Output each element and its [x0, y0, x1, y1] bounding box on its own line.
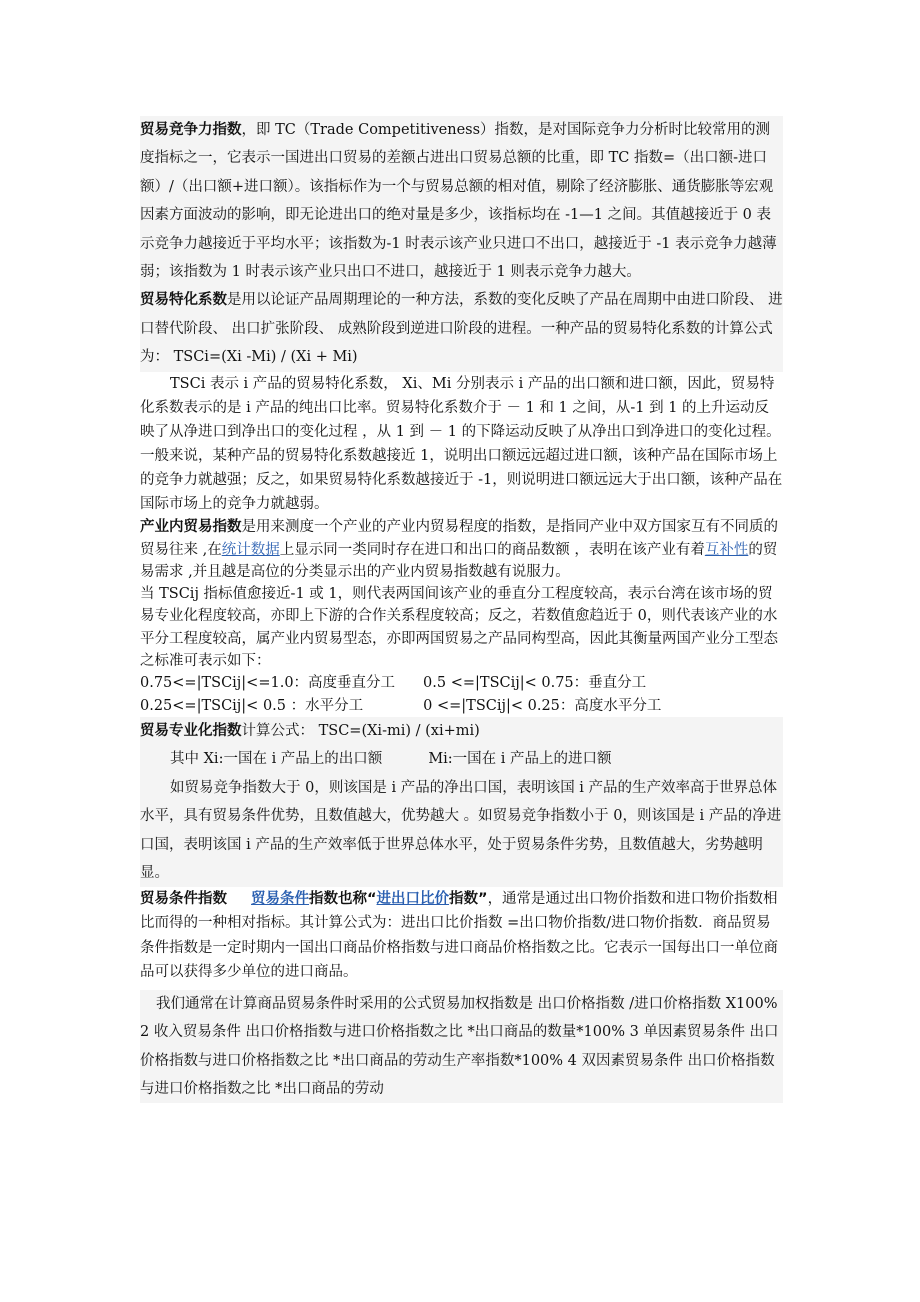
tot-paragraph [140, 887, 783, 983]
ts-formula-line [140, 717, 783, 745]
section-trade-specialization-coefficient [140, 286, 783, 371]
iit-range-3: 0.25<=|TSCij|< 0.5 ：水平分工 [140, 697, 364, 714]
iit-range-4: 0 <=|TSCij|< 0.25：高度水平分工 [423, 697, 662, 714]
tot-body: ，通常是通过出口物价指数和进口物价指数相比而得的一种相对指标。其计算公式为：进出口比价指数 =出口物价指数/进口物价指数．商品贸易条件指数是一定时期内一国出口商品价格指数与进口商品价格指数之比。它表示一国每出口一单位商品可以获得多少单位的进口商品。 [140, 891, 778, 980]
tsc-body: 是用以论证产品周期理论的一种方法，系数的变化反映了产品在周期中由进口阶段、 进口替代阶段、 出口扩张阶段、 成熟阶段到逆进口阶段的进程。一种产品的贸易特化系数的计算公式为： TSCi=(Xi -Mi) / (Xi + Mi) [140, 292, 783, 366]
link-statistics-data[interactable]: 统计数据 [221, 541, 280, 558]
iit-range-row-2 [140, 695, 783, 717]
link-complementarity[interactable]: 互补性 [704, 541, 749, 558]
iit-body-a: 是用来测度一个产业的产业内贸易程度的指数，是指同产业中双方国家互有不同质的贸易往来 ,在 [140, 519, 778, 558]
section-tot-formulas [140, 990, 783, 1104]
ts-title: 贸易专业化指数 [140, 722, 242, 739]
tc-title: 贸易竞争力指数 [140, 122, 242, 138]
iit-explanation: 当 TSCij 指标值愈接近-1 或 1，则代表两国间该产业的垂直分工程度较高，表示台湾在该市场的贸易专业化程度较高，亦即上下游的合作关系程度较高；反之，若数值愈趋近于 0，则代表该产业的水平分工程度较高，属产业内贸易型态，亦即两国贸易之产品同构型高，因此其衡量两国产业分工型态之标准可表示如下： [140, 586, 778, 669]
ts-where-line [140, 745, 783, 773]
tot-bold-tail: 指数” [449, 891, 488, 908]
ts-formula: 计算公式： TSC=(Xi-mi) / (xi+mi) [241, 722, 480, 739]
link-terms-of-trade[interactable]: 贸易条件 [251, 891, 309, 908]
ts-where-mi: Mi:一国在 i 产品上的进口额 [428, 751, 612, 768]
iit-range-row-1 [140, 672, 783, 694]
iit-body-c: 的贸易需求 ,并且越是高位的分类显示出的产业内贸易指数越有说服力。 [140, 541, 778, 580]
section-trade-competitiveness [140, 116, 783, 286]
iit-title: 产业内贸易指数 [140, 519, 242, 536]
tot-title: 贸易条件指数 [140, 891, 227, 908]
tc-body: ，即 TC（Trade Competitiveness）指数，是对国际竞争力分析时比较常用的测度指标之一，它表示一国进出口贸易的差额占进出口贸易总额的比重，即 TC 指数=（出口额-进口额）/（出口额+进口额）。该指标作为一个与贸易总额的相对值，剔除了经济膨胀、通货膨胀等宏观因素方面波动的影响，即无论进出口的绝对量是多少，该指标均在 -1—1 之间。其值越接近于 0 表示竞争力越接近于平均水平；该指数为-1 时表示该产业只进口不出口，越接近于 -1 表示竞争力越薄弱；该指数为 1 时表示该产业只出口不进口，越接近于 1 则表示竞争力越大。 [140, 122, 777, 281]
link-import-export-price-ratio[interactable]: 进出口比价 [376, 891, 450, 908]
tsc-explanation: TSCi 表示 i 产品的贸易特化系数， Xi、Mi 分别表示 i 产品的出口额和进口额，因此，贸易特化系数表示的是 i 产品的纯出口比率。贸易特化系数介于 － 1 和 1 之间，从-1 到 1 的上升运动反映了从净进口到净出口的变化过程 ，从 1 到 － 1 的下降运动反映了从净出口到净进口的变化过程。一般来说，某种产品的贸易特化系数越接近 1，说明出口额远远超过进口额，该种产品在国际市场上的竞争力就越强；反之，如果贸易特化系数越接近于 -1，则说明进口额远远大于出口额，该种产品在国际市场上的竞争力就越弱。 [140, 375, 783, 513]
tsc-title: 贸易特化系数 [140, 292, 227, 309]
ts-where-xi: 其中 Xi:一国在 i 产品上的出口额 [170, 751, 383, 768]
iit-range-2: 0.5 <=|TSCij|< 0.75：垂直分工 [423, 675, 647, 692]
tot-formulas: 我们通常在计算商品贸易条件时采用的公式贸易加权指数是 出口价格指数 /进口价格指数 X100% 2 收入贸易条件 出口价格指数与进口价格指数之比 *出口商品的数量*100% 3 单因素贸易条件 出口价格指数与进口价格指数之比 *出口商品的劳动生产率指数*100% 4 双因素贸易条件 出口价格指数与进口价格指数之比 *出口商品的劳动 [140, 995, 779, 1097]
tc-paragraph [140, 116, 783, 286]
iit-paragraph [140, 516, 783, 583]
document-page [140, 116, 783, 1103]
iit-range-1: 0.75<=|TSCij|<=1.0：高度垂直分工 [140, 675, 396, 692]
tot-bold-mid: 指数也称“ [309, 891, 377, 908]
ts-paragraph: 如贸易竞争指数大于 0，则该国是 i 产品的净出口国，表明该国 i 产品的生产效率高于世界总体水平，具有贸易条件优势，且数值越大，优势越大 。如贸易竞争指数小于 0，则该国是 i 产品的净进口国，表明该国 i 产品的生产效率低于世界总体水平，处于贸易条件劣势，且数值越大，劣势越明显。 [140, 779, 782, 881]
section-trade-specialization-index [140, 717, 783, 887]
tsc-paragraph [140, 286, 783, 371]
iit-body-b: 上显示同一类同时存在进口和出口的商品数额 ，表明在该产业有着 [279, 541, 705, 558]
